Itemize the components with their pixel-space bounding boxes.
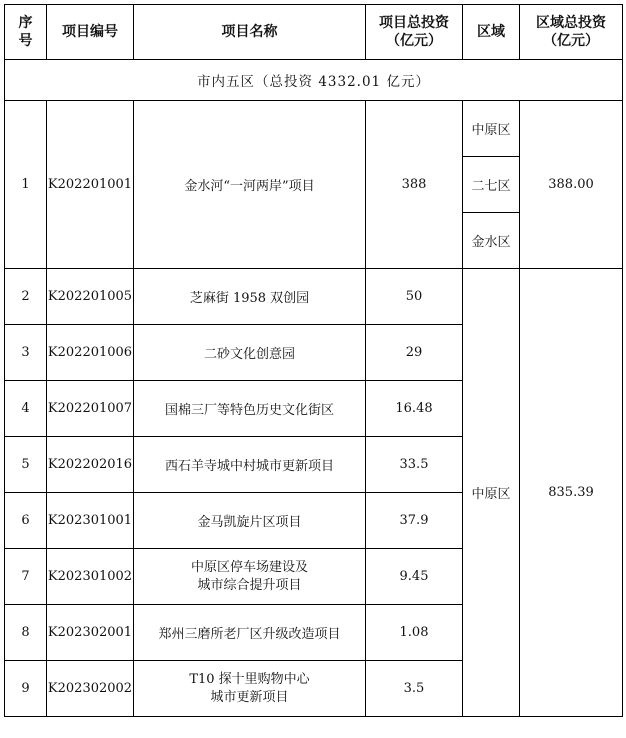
row-name [134, 661, 366, 717]
row-name [134, 381, 366, 437]
header-row [5, 5, 623, 60]
row-name-line: 国棉三厂等特色历史文化街区 [164, 403, 334, 418]
header-seq: 序 号 [5, 5, 47, 60]
row-name-line: 金马凯旋片区项目 [197, 515, 302, 530]
row-name-line: 二砂文化创意园 [203, 347, 295, 362]
project-table [4, 4, 623, 717]
row-invest: 3.5 [366, 661, 463, 717]
row-name-line: 西石羊寺城中村城市更新项目 [164, 459, 334, 474]
row-name [134, 493, 366, 549]
row-seq: 1 [5, 101, 47, 269]
row-code: K202302001 [47, 605, 134, 661]
row-district: 中原区 [463, 101, 520, 157]
row-name [134, 325, 366, 381]
row-name: 金水河“一河两岸”项目 [134, 101, 366, 269]
header-district-invest: 区域总投资 （亿元） [520, 5, 623, 60]
row-name [134, 605, 366, 661]
row-code: K202201007 [47, 381, 134, 437]
row-code: K202201001 [47, 101, 134, 269]
row-name-line: 城市综合提升项目 [197, 577, 302, 593]
row-invest: 9.45 [366, 549, 463, 605]
header-name: 项目名称 [134, 5, 366, 60]
row-code: K202201005 [47, 269, 134, 325]
header-district: 区域 [463, 5, 520, 60]
row-name [134, 549, 366, 605]
row-seq: 7 [5, 549, 47, 605]
row-code: K202301001 [47, 493, 134, 549]
row-name [134, 437, 366, 493]
row-seq: 3 [5, 325, 47, 381]
section-row [5, 60, 623, 101]
row-invest: 388 [366, 101, 463, 269]
row-seq: 9 [5, 661, 47, 717]
row-invest: 29 [366, 325, 463, 381]
row-name-line: 郑州三磨所老厂区升级改造项目 [158, 627, 341, 642]
row-district-invest: 388.00 [520, 101, 623, 269]
row-name-line: T10 探十里购物中心 [189, 671, 310, 687]
table-row [5, 101, 623, 157]
section-title: 市内五区（总投资 4332.01 亿元） [5, 60, 623, 101]
row-name-line: 中原区停车场建设及 [190, 559, 308, 575]
row-seq: 4 [5, 381, 47, 437]
row-invest: 37.9 [366, 493, 463, 549]
row-seq: 8 [5, 605, 47, 661]
row-district: 二七区 [463, 157, 520, 213]
header-code: 项目编号 [47, 5, 134, 60]
row-code: K202201006 [47, 325, 134, 381]
row-seq: 6 [5, 493, 47, 549]
group-district-invest: 835.39 [520, 269, 623, 717]
row-code: K202302002 [47, 661, 134, 717]
row-invest: 16.48 [366, 381, 463, 437]
row-seq: 2 [5, 269, 47, 325]
row-code: K202202016 [47, 437, 134, 493]
row-invest: 50 [366, 269, 463, 325]
row-code: K202301002 [47, 549, 134, 605]
row-invest: 1.08 [366, 605, 463, 661]
row-seq: 5 [5, 437, 47, 493]
header-invest: 项目总投资 （亿元） [366, 5, 463, 60]
table-row [5, 269, 623, 325]
group-district: 中原区 [463, 269, 520, 717]
row-name [134, 269, 366, 325]
row-name-line: 城市更新项目 [210, 689, 289, 705]
row-district: 金水区 [463, 213, 520, 269]
row-name-line: 芝麻街 1958 双创园 [189, 291, 310, 306]
row-invest: 33.5 [366, 437, 463, 493]
